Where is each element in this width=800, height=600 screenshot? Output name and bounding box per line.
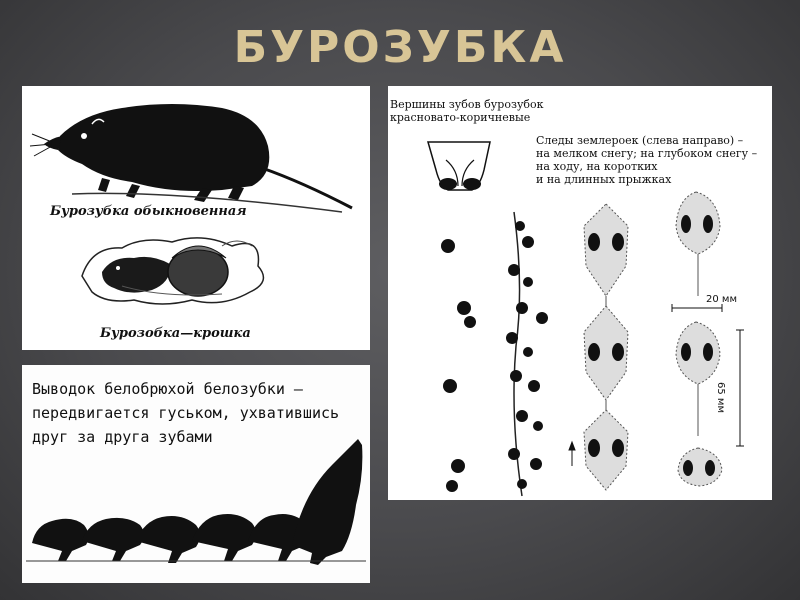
teeth-drawing <box>428 142 490 190</box>
common-shrew-panel <box>22 86 370 350</box>
teeth-line-1: Вершины зубов бурозубок <box>390 98 544 111</box>
caravan-line-2: передвигается гуськом, ухватившись <box>32 404 340 422</box>
shrew-caravan-drawing <box>22 365 370 583</box>
caravan-line-3: друг за друга зубами <box>32 428 213 446</box>
slide-title: БУРОЗУБКА <box>233 22 567 73</box>
scale-width-label: 20 мм <box>706 294 737 305</box>
scale-height-label: 65 мм <box>715 382 726 413</box>
teeth-line-2: красновато-коричневые <box>390 111 531 124</box>
tracks-drawing <box>388 86 772 500</box>
tracks-line-3: на ходу, на коротких <box>536 160 658 173</box>
tracks-line-1: Следы землероек (слева направо) – <box>536 134 744 147</box>
white-toothed-shrew-panel <box>22 365 370 583</box>
tracks-line-2: на мелком снегу; на глубоком снегу – <box>536 147 758 160</box>
short-jump-tracks <box>584 204 628 490</box>
caption-tiny-shrew: Бурозобка—крошка <box>100 326 251 341</box>
common-shrew-drawing <box>30 104 352 212</box>
long-jump-tracks <box>676 192 722 486</box>
teeth-and-tracks-panel <box>388 86 772 500</box>
caravan-line-1: Выводок белобрюхой белозубки – <box>32 380 303 398</box>
shallow-snow-tracks <box>441 239 476 492</box>
caption-common-shrew: Бурозубка обыкновенная <box>50 204 247 219</box>
tiny-shrew-drawing <box>82 238 263 304</box>
tracks-line-4: и на длинных прыжках <box>536 173 672 186</box>
deep-snow-tracks <box>506 212 548 496</box>
